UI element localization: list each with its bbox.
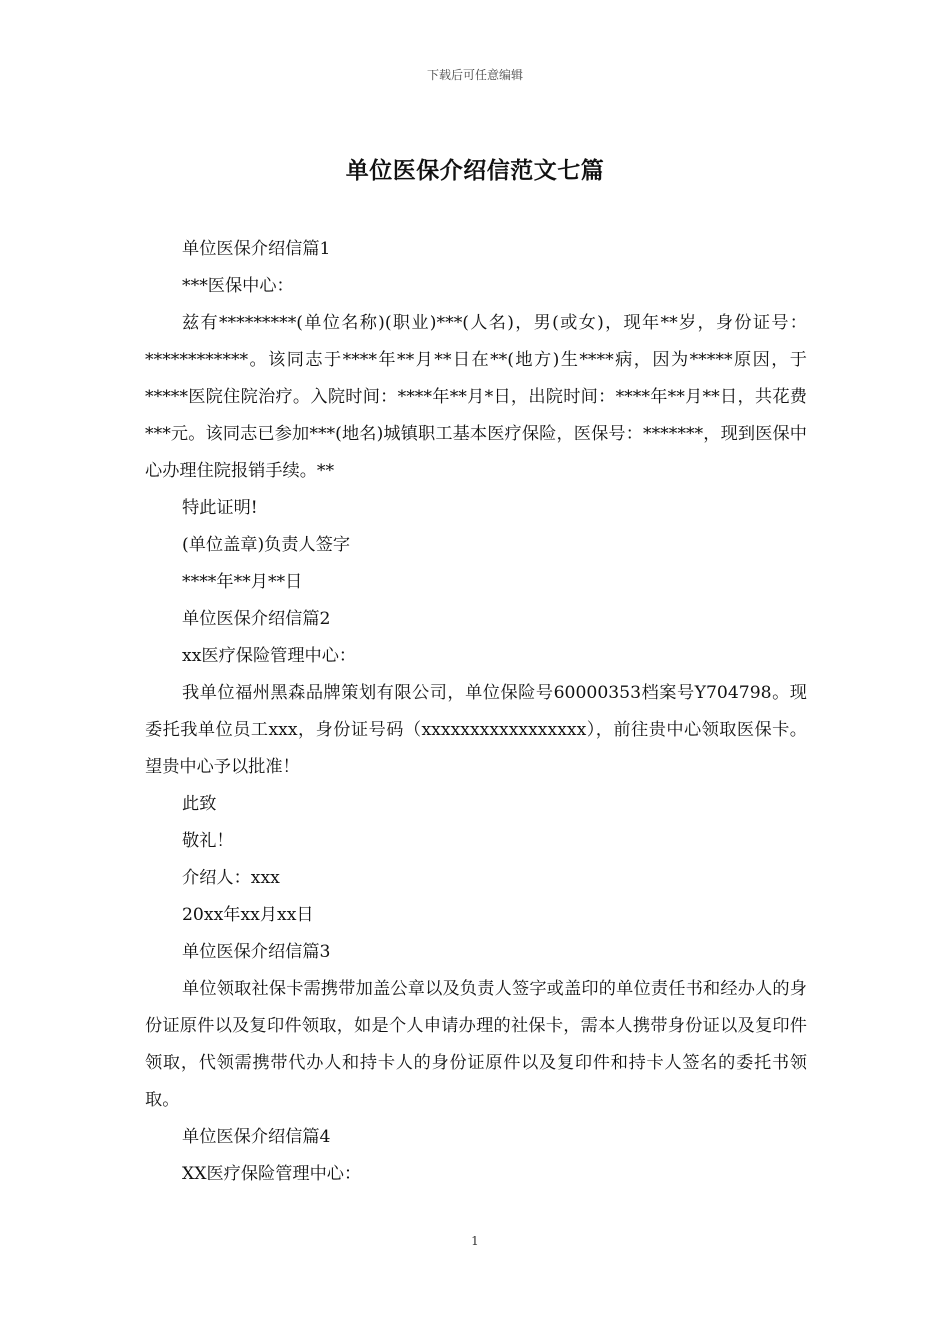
page-number: 1 — [471, 1234, 479, 1248]
body-paragraph-1: 兹有*********(单位名称)(职业)***(人名)，男(或女)，现年**岁，身份证号：************。该同志于****年**月**日在**(地方)生****病，因为*****原因，于*****医院住院治疗。入院时间：****年**月*日，出院时间：****年**月**日，共花费***元。该同志已参加***(地名)城镇职工基本医疗保险，医保号：*******，现到医保中心办理住院报销手续。** — [145, 313, 807, 481]
salutation-4: XX医疗保险管理中心： — [182, 1164, 362, 1184]
header-note: 下载后可任意编辑 — [426, 68, 523, 82]
document-title: 单位医保介绍信范文七篇 — [345, 158, 605, 184]
date-line-2: 20xx年xx月xx日 — [182, 905, 314, 925]
introducer-line-2: 介绍人：xxx — [182, 868, 280, 888]
date-line-1: ****年**月**日 — [182, 572, 303, 592]
document-body — [145, 231, 807, 1193]
closing-line-1: 特此证明! — [182, 498, 258, 518]
body-paragraph-3: 单位领取社保卡需携带加盖公章以及负责人签字或盖印的单位责任书和经办人的身份证原件以及复印件领取，如是个人申请办理的社保卡，需本人携带身份证以及复印件领取，代领需携带代办人和持卡人的身份证原件以及复印件和持卡人签名的委托书领取。 — [145, 979, 807, 1110]
salutation-1: ***医保中心： — [182, 276, 294, 296]
closing-line-2: 此致 — [182, 794, 217, 814]
regards-line-2: 敬礼！ — [182, 831, 234, 851]
section-heading-2: 单位医保介绍信篇2 — [182, 609, 331, 629]
section-heading-3: 单位医保介绍信篇3 — [182, 942, 331, 962]
section-heading-1: 单位医保介绍信篇1 — [182, 239, 331, 259]
signature-line-1: (单位盖章)负责人签字 — [182, 535, 351, 555]
section-heading-4: 单位医保介绍信篇4 — [182, 1127, 331, 1147]
body-paragraph-2: 我单位福州黑森品牌策划有限公司，单位保险号60000353档案号Y704798。现委托我单位员工xxx，身份证号码（xxxxxxxxxxxxxxxxx），前往贵中心领取医保卡。望贵中心予以批准！ — [145, 683, 807, 777]
salutation-2: xx医疗保险管理中心： — [182, 646, 357, 666]
